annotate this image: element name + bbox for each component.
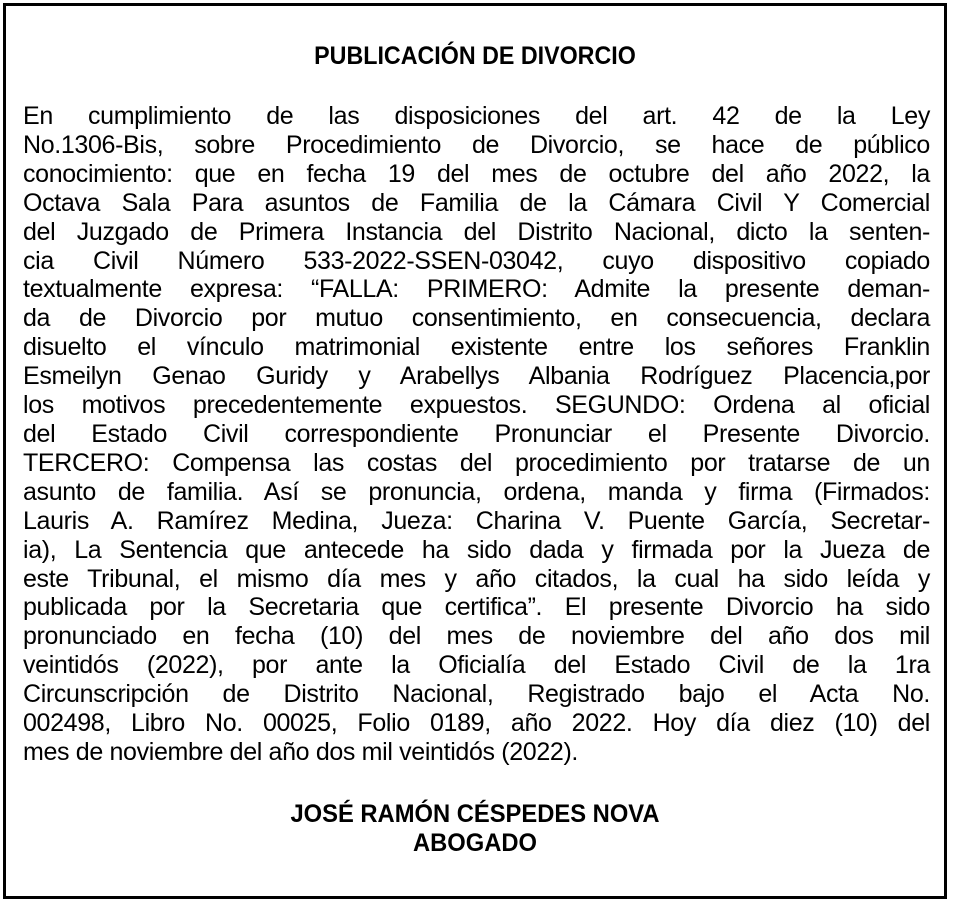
body-line: disuelto el vínculo matrimonial existente entre los señores Franklin bbox=[23, 333, 930, 362]
body-line: ia), La Sentencia que antecede ha sido dada y firmada por la Jueza de bbox=[23, 535, 930, 564]
body-line: del Juzgado de Primera Instancia del Distrito Nacional, dicto la senten- bbox=[23, 217, 930, 246]
body-line: No.1306-Bis, sobre Procedimiento de Divorcio, se hace de público bbox=[23, 130, 930, 159]
body-line: asunto de familia. Así se pronuncia, ordena, manda y firma (Firmados: bbox=[23, 477, 930, 506]
body-line: veintidós (2022), por ante la Oficialía del Estado Civil de la 1ra bbox=[23, 651, 930, 680]
body-line: Lauris A. Ramírez Medina, Jueza: Charina V. Puente García, Secretar- bbox=[23, 506, 930, 535]
notice-body bbox=[23, 102, 930, 767]
body-line: este Tribunal, el mismo día mes y año citados, la cual ha sido leída y bbox=[23, 564, 930, 593]
body-line: los motivos precedentemente expuestos. SEGUNDO: Ordena al oficial bbox=[23, 391, 930, 420]
signatory-role: ABOGADO bbox=[412, 829, 538, 857]
body-line: mes de noviembre del año dos mil veintidós (2022). bbox=[23, 737, 579, 766]
signature-block bbox=[29, 800, 920, 858]
body-line: cia Civil Número 533-2022-SSEN-03042, cuyo dispositivo copiado bbox=[23, 246, 930, 275]
body-line: Esmeilyn Genao Guridy y Arabellys Albania Rodríguez Placencia,por bbox=[23, 362, 930, 391]
body-line: En cumplimiento de las disposiciones del art. 42 de la Ley bbox=[23, 102, 930, 130]
body-line: 002498, Libro No. 00025, Folio 0189, año 2022. Hoy día diez (10) del bbox=[23, 709, 930, 738]
notice-title: PUBLICACIÓN DE DIVORCIO bbox=[314, 42, 636, 70]
body-line: publicada por la Secretaria que certifica”. El presente Divorcio ha sido bbox=[23, 593, 930, 622]
body-line: pronunciado en fecha (10) del mes de noviembre del año dos mil bbox=[23, 622, 930, 651]
body-line: Circunscripción de Distrito Nacional, Registrado bajo el Acta No. bbox=[23, 680, 930, 709]
body-line: TERCERO: Compensa las costas del procedimiento por tratarse de un bbox=[23, 448, 930, 477]
body-line: Octava Sala Para asuntos de Familia de la Cámara Civil Y Comercial bbox=[23, 188, 930, 217]
signatory-name: JOSÉ RAMÓN CÉSPEDES NOVA bbox=[290, 800, 660, 828]
body-line: del Estado Civil correspondiente Pronunciar el Presente Divorcio. bbox=[23, 419, 930, 448]
body-line: textualmente expresa: “FALLA: PRIMERO: Admite la presente deman- bbox=[23, 275, 930, 304]
body-line: conocimiento: que en fecha 19 del mes de octubre del año 2022, la bbox=[23, 159, 930, 188]
notice-frame bbox=[3, 3, 947, 899]
body-line: da de Divorcio por mutuo consentimiento, en consecuencia, declara bbox=[23, 304, 930, 333]
